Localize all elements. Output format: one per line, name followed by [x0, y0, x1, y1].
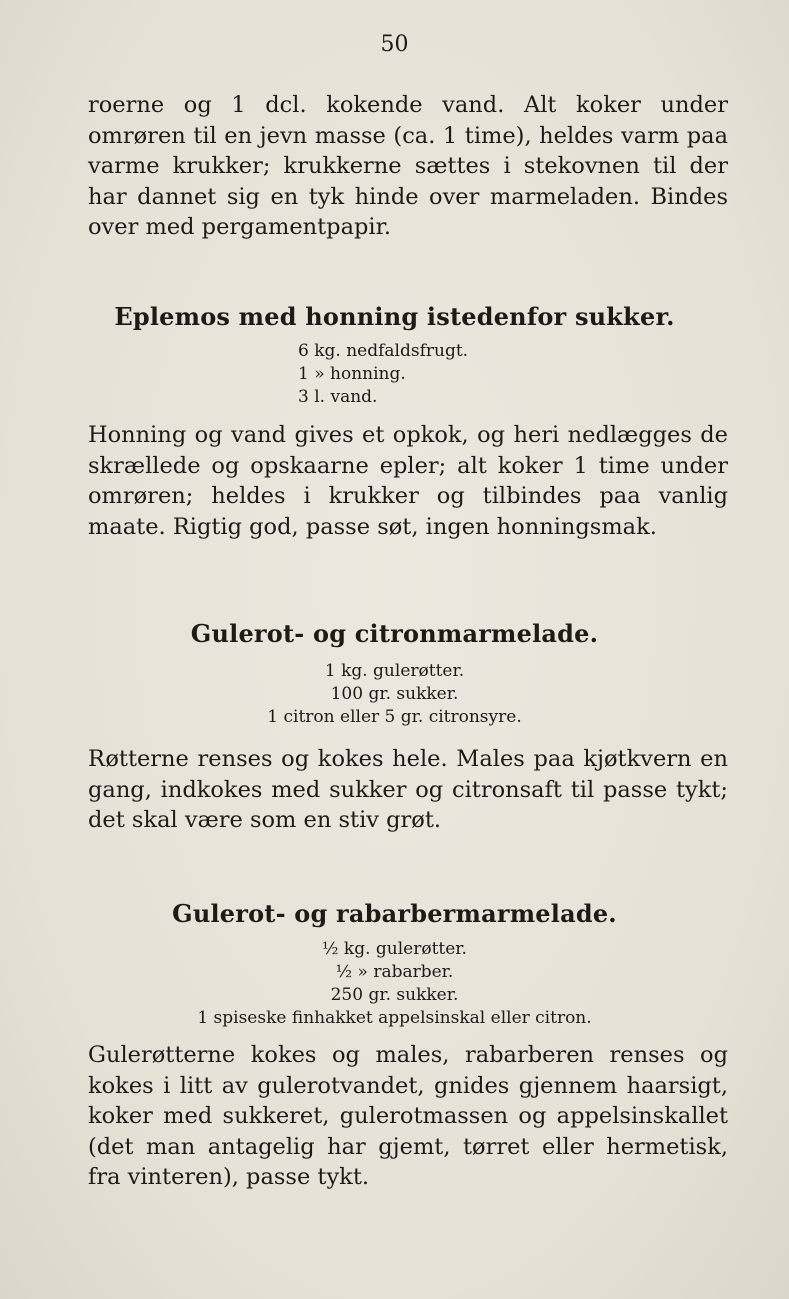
recipe-title: Gulerot- og rabarbermarmelade. — [172, 899, 617, 928]
intro-paragraph: roerne og 1 dcl. kokende vand. Alt koker under omrøren til en jevn masse (ca. 1 time), heldes varm paa varme krukker; krukkerne sættes i stekovnen til der har dannet sig en tyk hinde over marmeladen. Bindes over med pergamentpapir. — [88, 92, 728, 240]
ingredient-list — [0, 660, 789, 729]
ingredient-item: 1 citron eller 5 gr. citronsyre. — [267, 707, 522, 727]
ingredient-item: 1 » honning. — [298, 364, 406, 384]
recipe-title: Gulerot- og citronmarmelade. — [190, 619, 599, 648]
recipe-instructions: Honning og vand gives et opkok, og heri nedlægges de skrællede og opskaarne epler; alt koker 1 time under omrøren; heldes i krukker og tilbindes paa vanlig maate. Rigtig god, passe søt, ingen honningsmak. — [88, 422, 728, 540]
ingredient-list — [298, 340, 468, 409]
recipe-title: Eplemos med honning istedenfor sukker. — [114, 302, 675, 331]
ingredient-item: ½ » rabarber. — [335, 962, 454, 982]
ingredient-item: 100 gr. sukker. — [330, 684, 459, 704]
ingredient-item: ½ kg. gulerøtter. — [322, 939, 467, 959]
ingredient-item: 3 l. vand. — [298, 387, 378, 407]
ingredient-list — [0, 938, 789, 1030]
ingredient-item: 1 spiseske finhakket appelsinskal eller citron. — [197, 1008, 592, 1028]
recipe-instructions: Gulerøtterne kokes og males, rabarberen renses og kokes i litt av gulerotvandet, gnides gjennem haarsigt, koker med sukkeret, gulerotmassen og appelsinskallet (det man antagelig har gjemt, tørret eller hermetisk, fra vinteren), passe tykt. — [88, 1042, 728, 1190]
ingredient-item: 6 kg. nedfaldsfrugt. — [298, 341, 469, 361]
ingredient-item: 1 kg. gulerøtter. — [324, 661, 465, 681]
page-number: 50 — [380, 32, 409, 57]
recipe-instructions: Røtterne renses og kokes hele. Males paa kjøtkvern en gang, indkokes med sukker og citronsaft til passe tykt; det skal være som en stiv grøt. — [88, 746, 728, 833]
ingredient-item: 250 gr. sukker. — [330, 985, 459, 1005]
